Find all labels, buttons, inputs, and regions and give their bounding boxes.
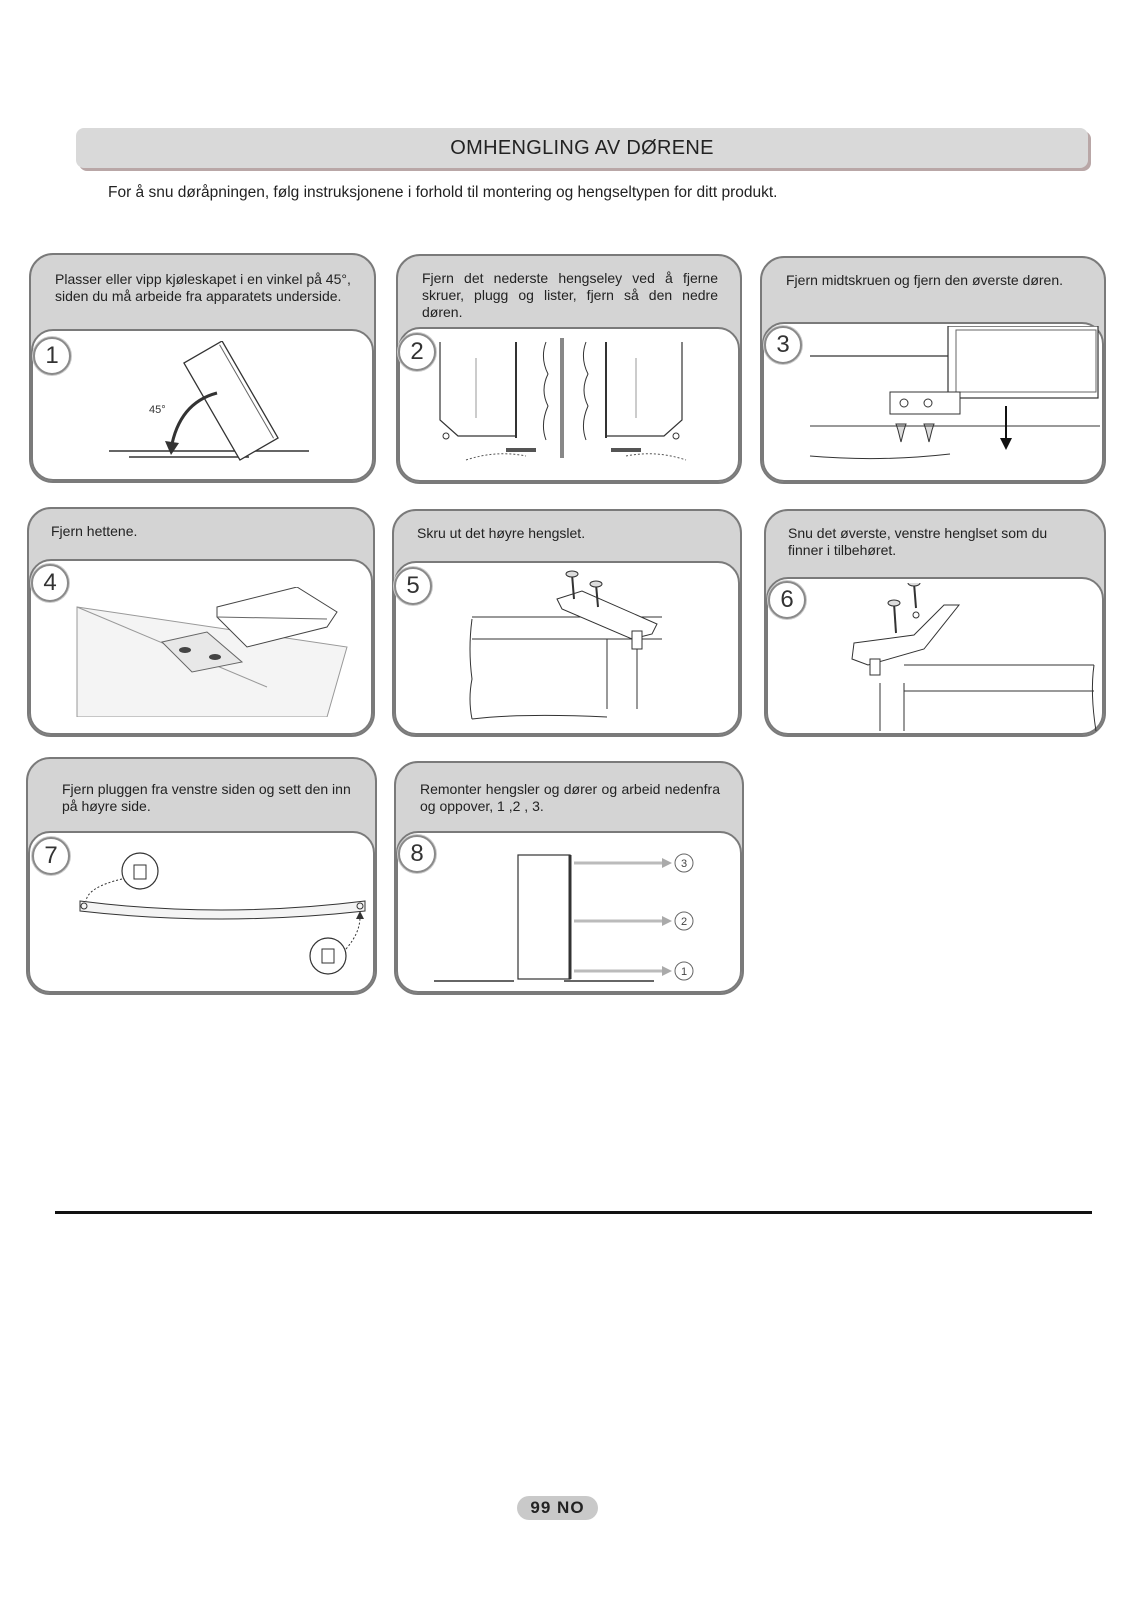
step-text: Skru ut det høyre hengslet.: [417, 525, 586, 541]
step-card-7: [26, 757, 377, 995]
order-label-1: 1: [680, 966, 688, 978]
step-card-5: [392, 509, 742, 737]
step-card-1: [29, 253, 376, 483]
step-card-4: [27, 507, 375, 737]
step-number: 2: [398, 333, 436, 371]
step-card-3: [760, 256, 1106, 484]
caps-illustration: [67, 587, 367, 717]
step-number: 6: [768, 581, 806, 619]
step-text: Fjern pluggen fra venstre siden og sett den inn på høyre side.: [62, 781, 351, 814]
step-card-2: [396, 254, 742, 484]
step-text: Fjern hettene.: [51, 523, 138, 539]
step-text: Snu det øverste, venstre henglset som du finner i tilbehøret.: [788, 525, 1048, 558]
step-number: 5: [394, 567, 432, 605]
tilted-fridge-illustration: [109, 341, 349, 471]
step-text: Fjern midtskruen og fjern den øverste døren.: [786, 272, 1064, 288]
top-hinge-illustration: [844, 583, 1104, 733]
intro-text: For å snu døråpningen, følg instruksjonene i forhold til montering og hengseltypen for ditt produkt.: [108, 184, 778, 201]
reassembly-order-illustration: [434, 841, 734, 991]
right-hinge-illustration: [462, 569, 732, 729]
step-text: Plasser eller vipp kjøleskapet i en vinkel på 45°, siden du må arbeide fra apparatets underside.: [55, 271, 351, 304]
middle-hinge-illustration: [800, 326, 1100, 476]
page-title: OMHENGLING AV DØRENE: [76, 128, 1088, 168]
lower-hinge-illustration: [436, 338, 726, 478]
plug-transfer-illustration: [70, 849, 370, 979]
step-number: 8: [398, 835, 436, 873]
order-label-2: 2: [680, 916, 688, 928]
step-text: Remonter hengsler og dører og arbeid nedenfra og oppover, 1 ,2 , 3.: [420, 781, 720, 814]
angle-label: 45°: [149, 404, 166, 416]
order-label-3: 3: [680, 858, 688, 870]
step-number: 4: [31, 564, 69, 602]
step-card-8: [394, 761, 744, 995]
step-text: Fjern det nederste hengseley ved å fjerne skruer, plugg og lister, fjern så den nedre døren.: [422, 270, 718, 320]
step-number: 1: [33, 337, 71, 375]
step-number: 7: [32, 837, 70, 875]
step-card-6: [764, 509, 1106, 737]
step-number: 3: [764, 326, 802, 364]
footer-divider: [55, 1211, 1092, 1214]
page-number-badge: 99 NO: [517, 1496, 598, 1520]
